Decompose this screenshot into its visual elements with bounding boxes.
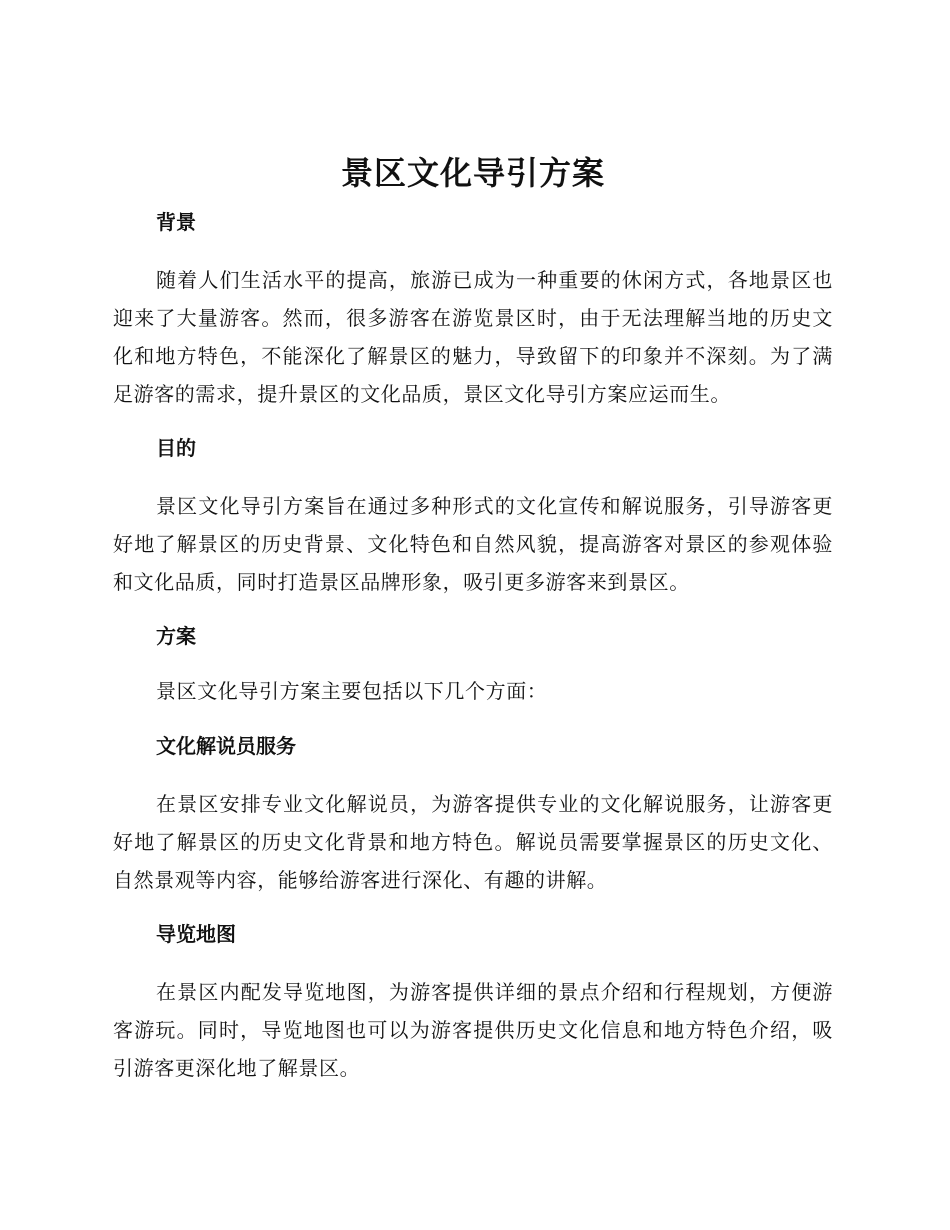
section-heading-guide-service: 文化解说员服务 — [156, 734, 296, 758]
document-title: 景区文化导引方案 — [340, 154, 605, 192]
paragraph-purpose: 景区文化导引方案旨在通过多种形式的文化宣传和解说服务，引导游客更好地了解景区的历史背景、文化特色和自然风貌，提高游客对景区的参观体验和文化品质，同时打造景区品牌形象，吸引更多游客来到景区。 — [113, 494, 833, 594]
section-heading-purpose: 目的 — [156, 436, 196, 460]
paragraph-plan: 景区文化导引方案主要包括以下几个方面： — [156, 679, 548, 703]
section-heading-plan: 方案 — [156, 624, 196, 648]
document-body — [113, 150, 833, 1087]
paragraph-guide-service: 在景区安排专业文化解说员，为游客提供专业的文化解说服务，让游客更好地了解景区的历史文化背景和地方特色。解说员需要掌握景区的历史文化、自然景观等内容，能够给游客进行深化、有趣的讲解。 — [113, 792, 833, 892]
section-heading-background: 背景 — [156, 210, 196, 234]
paragraph-guide-map: 在景区内配发导览地图，为游客提供详细的景点介绍和行程规划，方便游客游玩。同时，导览地图也可以为游客提供历史文化信息和地方特色介绍，吸引游客更深化地了解景区。 — [113, 980, 833, 1080]
paragraph-background: 随着人们生活水平的提高，旅游已成为一种重要的休闲方式，各地景区也迎来了大量游客。然而，很多游客在游览景区时，由于无法理解当地的历史文化和地方特色，不能深化了解景区的魅力，导致留下的印象并不深刻。为了满足游客的需求，提升景区的文化品质，景区文化导引方案应运而生。 — [113, 268, 833, 406]
section-heading-guide-map: 导览地图 — [156, 922, 236, 946]
